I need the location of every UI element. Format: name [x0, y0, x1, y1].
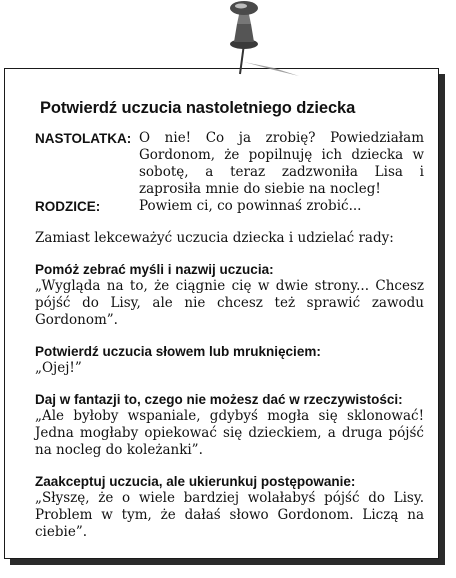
tip-heading: Zaakceptuj uczucia, ale ukierunkuj postępowanie: [35, 474, 356, 489]
tip-item [35, 391, 424, 459]
tip-item [35, 261, 424, 329]
tip-quote: „Ale byłoby wspaniale, gdybyś mogła się sklonować! Jedna mogłaby opiekować się dzieckiem, a druga pójść na nocleg do koleżanki”. [35, 408, 424, 458]
speaker-teen: NASTOLATKA: [35, 131, 132, 146]
tip-quote: „Wygląda na to, że ciągnie cię w dwie strony... Chcesz pójść do Lisy, ale nie chcesz też sprawić zawodu Gordonom”. [35, 278, 424, 328]
tip-heading: Daj w fantazji to, czego nie możesz dać w rzeczywistości: [35, 392, 403, 407]
tip-heading: Pomóż zebrać myśli i nazwij uczucia: [35, 262, 274, 277]
card-content [35, 99, 424, 555]
speaker-parents: RODZICE: [35, 199, 101, 214]
note-card [4, 68, 439, 559]
intro-text: Zamiast lekceważyć uczucia dziecka i udzielać rady: [35, 230, 394, 246]
tip-quote: „Ojej!” [35, 360, 82, 376]
line-teen: O nie! Co ja zrobię? Powiedziałam Gordonom, że popilnuję ich dziecka w sobotę, a teraz zadzwoniła Lisa i zaprosiła mnie do siebie na nocleg! [139, 130, 424, 197]
pushpin-icon [204, 0, 314, 82]
dialog-block [35, 130, 424, 215]
card-title: Potwierdź uczucia nastoletniego dziecka [40, 99, 356, 117]
tip-heading: Potwierdź uczucia słowem lub mruknięciem: [35, 344, 321, 359]
tip-quote: „Słyszę, że o wiele bardziej wolałabyś pójść do Lisy. Problem w tym, że dałaś słowo Gordonom. Liczą na ciebie”. [35, 490, 424, 540]
line-parents: Powiem ci, co powinnaś zrobić... [139, 198, 362, 214]
tip-item [35, 473, 424, 541]
tip-item [35, 343, 424, 377]
